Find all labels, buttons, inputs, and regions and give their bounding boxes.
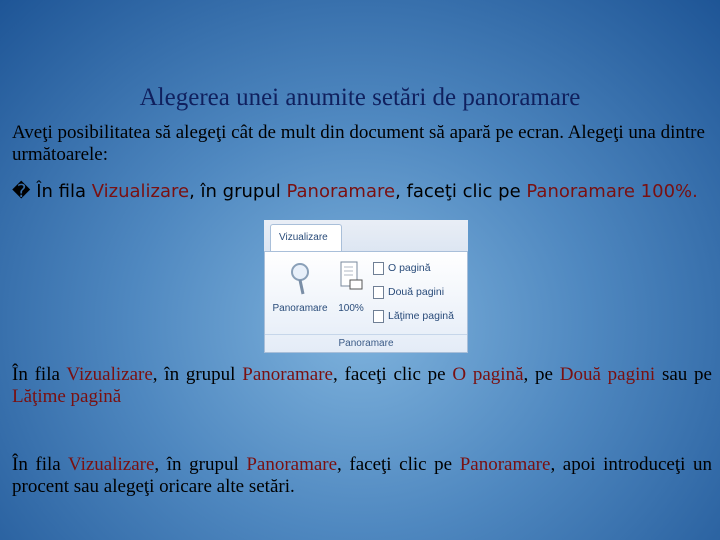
tab-name: Vizualizare — [66, 364, 153, 385]
zoom-button[interactable] — [269, 260, 331, 314]
group-name: Panoramare — [242, 364, 333, 385]
ribbon-group — [264, 251, 468, 353]
one-page-icon — [373, 262, 384, 275]
one-page-button[interactable]: O pagină — [373, 259, 431, 277]
zoom-100-button[interactable] — [333, 258, 369, 314]
group-label: Panoramare — [265, 334, 467, 349]
step-zoom-100: � În fila Vizualizare, în grupul Panoramare, faceţi clic pe Panoramare 100%. — [12, 181, 698, 202]
step-page-options: În fila Vizualizare, în grupul Panoramare, faceţi clic pe O pagină, pe Două pagini sau pe Lăţime pagină — [12, 364, 712, 407]
option-page-width: Lăţime pagină — [12, 386, 122, 407]
ribbon-tab-bar — [264, 220, 468, 252]
option-two-pages: Două pagini — [559, 364, 656, 385]
intro-paragraph: Aveţi posibilitatea să alegeţi cât de mult din document să apară pe ecran. Alegeţi una dintre următoarele: — [12, 122, 705, 165]
step-custom-zoom: În fila Vizualizare, în grupul Panoramare, faceţi clic pe Panoramare, apoi introduceţi un procent sau alegeţi oricare alte setări. — [12, 454, 712, 497]
bullet-icon: � — [12, 181, 31, 202]
command-name: Panoramare 100%. — [526, 181, 698, 202]
tab-name: Vizualizare — [67, 454, 155, 475]
group-name: Panoramare — [286, 181, 396, 202]
page-100-icon — [338, 258, 364, 300]
group-name: Panoramare — [246, 454, 338, 475]
page-width-button[interactable]: Lăţime pagină — [373, 307, 454, 325]
two-pages-button[interactable]: Două pagini — [373, 283, 444, 301]
tab-name: Vizualizare — [91, 181, 190, 202]
zoom-100-label: 100% — [338, 303, 364, 314]
slide-title: Alegerea unei anumite setări de panoramare — [139, 84, 581, 111]
two-pages-icon — [373, 286, 384, 299]
command-name: Panoramare — [459, 454, 551, 475]
zoom-button-label: Panoramare — [272, 303, 328, 314]
ribbon-screenshot — [264, 220, 468, 353]
magnifier-icon — [286, 260, 314, 300]
page-width-icon — [373, 310, 384, 323]
tab-vizualizare[interactable]: Vizualizare — [270, 224, 342, 252]
option-one-page: O pagină — [452, 364, 524, 385]
